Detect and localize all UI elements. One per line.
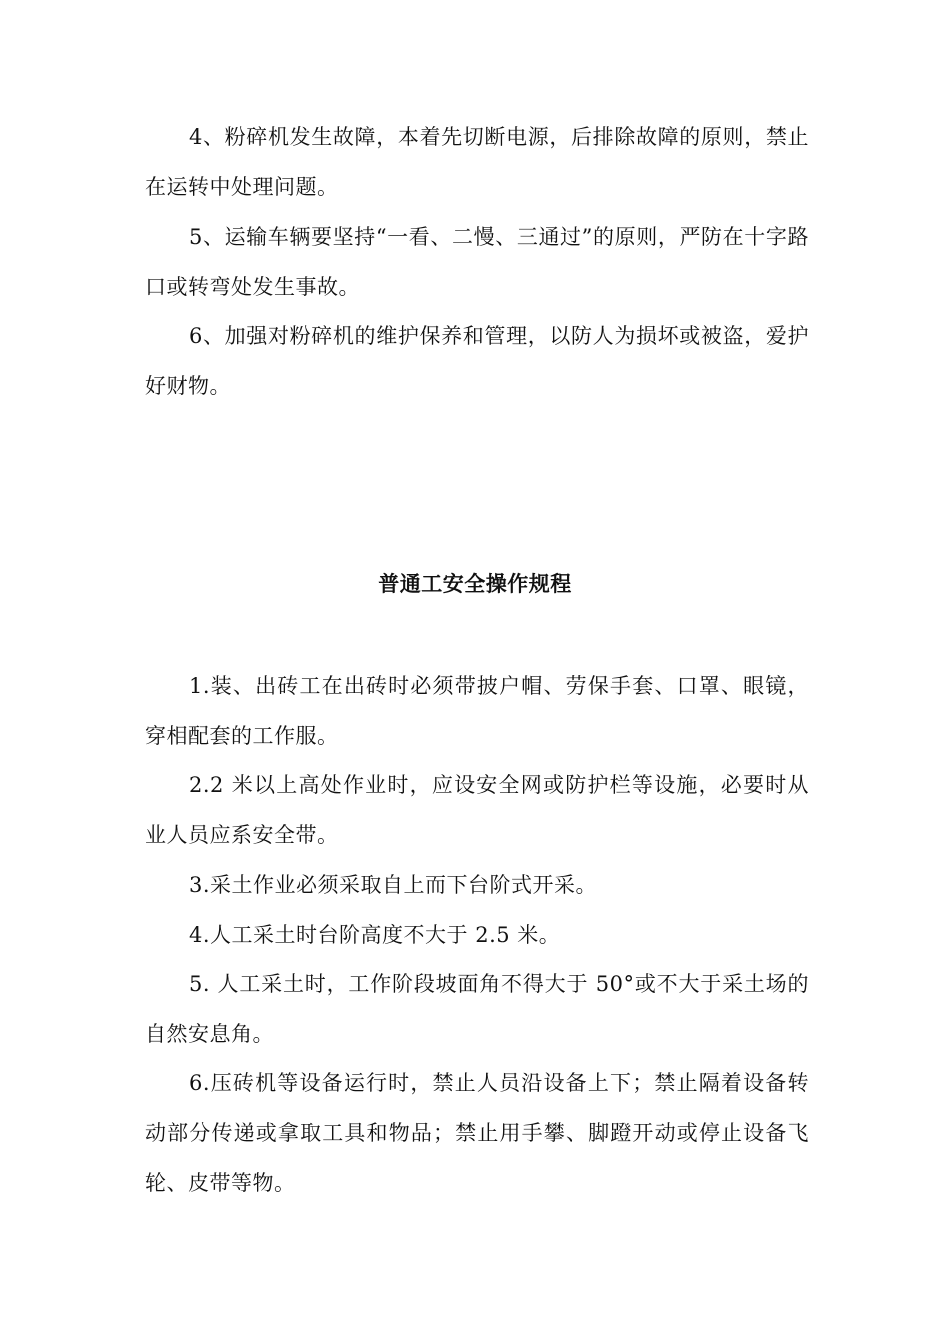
rule-text: 3.采土作业必须采取自上而下台阶式开采。 bbox=[189, 873, 598, 897]
rule-item bbox=[145, 910, 809, 960]
section-title: 普通工安全操作规程 bbox=[378, 571, 572, 596]
rule-item bbox=[145, 860, 809, 910]
rule-text: 5. 人工采土时，工作阶段坡面角不得大于 50°或不大于采土场的自然安息角。 bbox=[145, 972, 809, 1046]
rule-item bbox=[145, 112, 809, 212]
rule-text: 6、加强对粉碎机的维护保养和管理，以防人为损坏或被盗，爱护好财物。 bbox=[145, 324, 809, 398]
rule-item bbox=[145, 661, 809, 761]
rule-text: 4.人工采土时台阶高度不大于 2.5 米。 bbox=[189, 923, 561, 947]
rule-item bbox=[145, 311, 809, 411]
rule-text: 6.压砖机等设备运行时，禁止人员沿设备上下；禁止隔着设备转动部分传递或拿取工具和物品；禁止用手攀、脚蹬开动或停止设备飞轮、皮带等物。 bbox=[145, 1071, 809, 1195]
rule-text: 4、粉碎机发生故障，本着先切断电源，后排除故障的原则，禁止在运转中处理问题。 bbox=[145, 125, 809, 199]
rule-text: 2.2 米以上高处作业时，应设安全网或防护栏等设施，必要时从业人员应系安全带。 bbox=[145, 773, 809, 847]
rule-text: 5、运输车辆要坚持“一看、二慢、三通过”的原则，严防在十字路口或转弯处发生事故。 bbox=[145, 225, 809, 299]
rule-item bbox=[145, 1058, 809, 1208]
rule-text: 1.装、出砖工在出砖时必须带披户帽、劳保手套、口罩、眼镜，穿相配套的工作服。 bbox=[145, 674, 809, 748]
rule-item bbox=[145, 959, 809, 1059]
rule-item bbox=[145, 212, 809, 312]
rule-item bbox=[145, 760, 809, 860]
